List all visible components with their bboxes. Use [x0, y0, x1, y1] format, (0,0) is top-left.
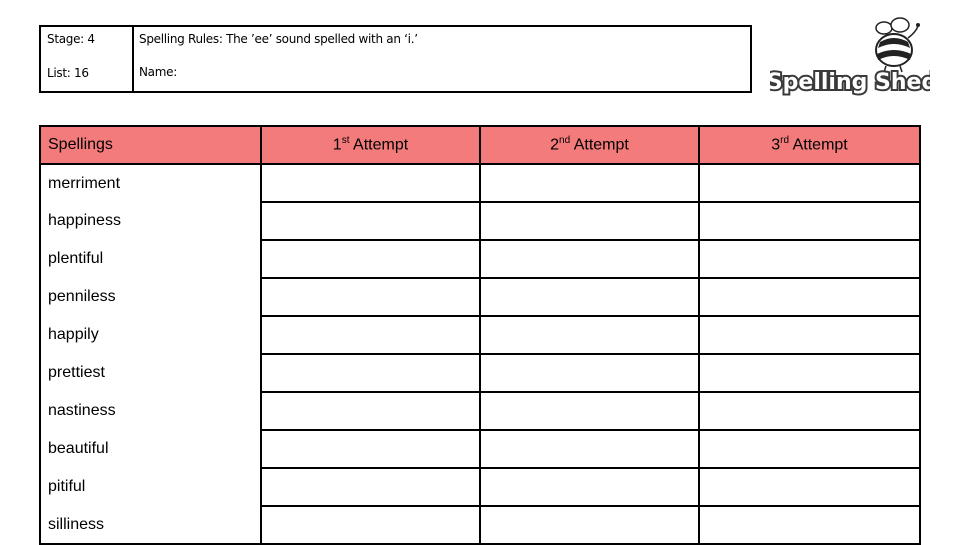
list-label: List: 16 [47, 66, 89, 80]
stage-label: Stage: 4 [47, 32, 95, 46]
spelling-table [39, 125, 921, 545]
attempt-2-cell[interactable] [480, 354, 699, 392]
table-row [40, 354, 920, 392]
attempt-2-cell[interactable] [480, 278, 699, 316]
table-row [40, 430, 920, 468]
attempt-1-cell[interactable] [261, 354, 480, 392]
spelling-word: penniless [40, 278, 261, 316]
spelling-shed-logo [770, 12, 930, 100]
attempt-2-cell[interactable] [480, 202, 699, 240]
spelling-word: nastiness [40, 392, 261, 430]
header-spellings: Spellings [40, 126, 261, 164]
table-header-row [40, 126, 920, 164]
attempt-3-cell[interactable] [699, 430, 920, 468]
spelling-word: silliness [40, 506, 261, 544]
spelling-word: beautiful [40, 430, 261, 468]
attempt-3-cell[interactable] [699, 506, 920, 544]
attempt-1-cell[interactable] [261, 240, 480, 278]
bee-icon [770, 12, 930, 100]
attempt-3-cell[interactable] [699, 202, 920, 240]
table-row [40, 278, 920, 316]
attempt-1-cell[interactable] [261, 430, 480, 468]
attempt-3-cell[interactable] [699, 316, 920, 354]
name-label: Name: [139, 65, 177, 79]
table-row [40, 164, 920, 202]
attempt-3-cell[interactable] [699, 392, 920, 430]
attempt-2-cell[interactable] [480, 468, 699, 506]
info-divider [132, 27, 134, 91]
table-row [40, 240, 920, 278]
logo-text: Spelling Shed [770, 70, 930, 95]
attempt-3-cell[interactable] [699, 278, 920, 316]
attempt-1-cell[interactable] [261, 506, 480, 544]
attempt-3-cell[interactable] [699, 468, 920, 506]
attempt-2-cell[interactable] [480, 506, 699, 544]
table-row [40, 506, 920, 544]
spelling-rule-label: Spelling Rules: The ’ee’ sound spelled with an ‘i.’ [139, 32, 418, 46]
attempt-2-cell[interactable] [480, 316, 699, 354]
spelling-word: pitiful [40, 468, 261, 506]
header-attempt-3: 3rd Attempt [699, 126, 920, 164]
attempt-3-cell[interactable] [699, 164, 920, 202]
table-row [40, 468, 920, 506]
attempt-1-cell[interactable] [261, 278, 480, 316]
attempt-1-cell[interactable] [261, 164, 480, 202]
spelling-word: merriment [40, 164, 261, 202]
spelling-word: plentiful [40, 240, 261, 278]
attempt-1-cell[interactable] [261, 316, 480, 354]
table-row [40, 202, 920, 240]
info-box [39, 25, 752, 93]
attempt-2-cell[interactable] [480, 392, 699, 430]
spelling-word: prettiest [40, 354, 261, 392]
header-attempt-2: 2nd Attempt [480, 126, 699, 164]
attempt-1-cell[interactable] [261, 202, 480, 240]
attempt-3-cell[interactable] [699, 240, 920, 278]
table-row [40, 316, 920, 354]
attempt-2-cell[interactable] [480, 430, 699, 468]
attempt-2-cell[interactable] [480, 240, 699, 278]
attempt-1-cell[interactable] [261, 392, 480, 430]
spelling-word: happily [40, 316, 261, 354]
attempt-3-cell[interactable] [699, 354, 920, 392]
attempt-2-cell[interactable] [480, 164, 699, 202]
spelling-word: happiness [40, 202, 261, 240]
table-row [40, 392, 920, 430]
attempt-1-cell[interactable] [261, 468, 480, 506]
header-attempt-1: 1st Attempt [261, 126, 480, 164]
